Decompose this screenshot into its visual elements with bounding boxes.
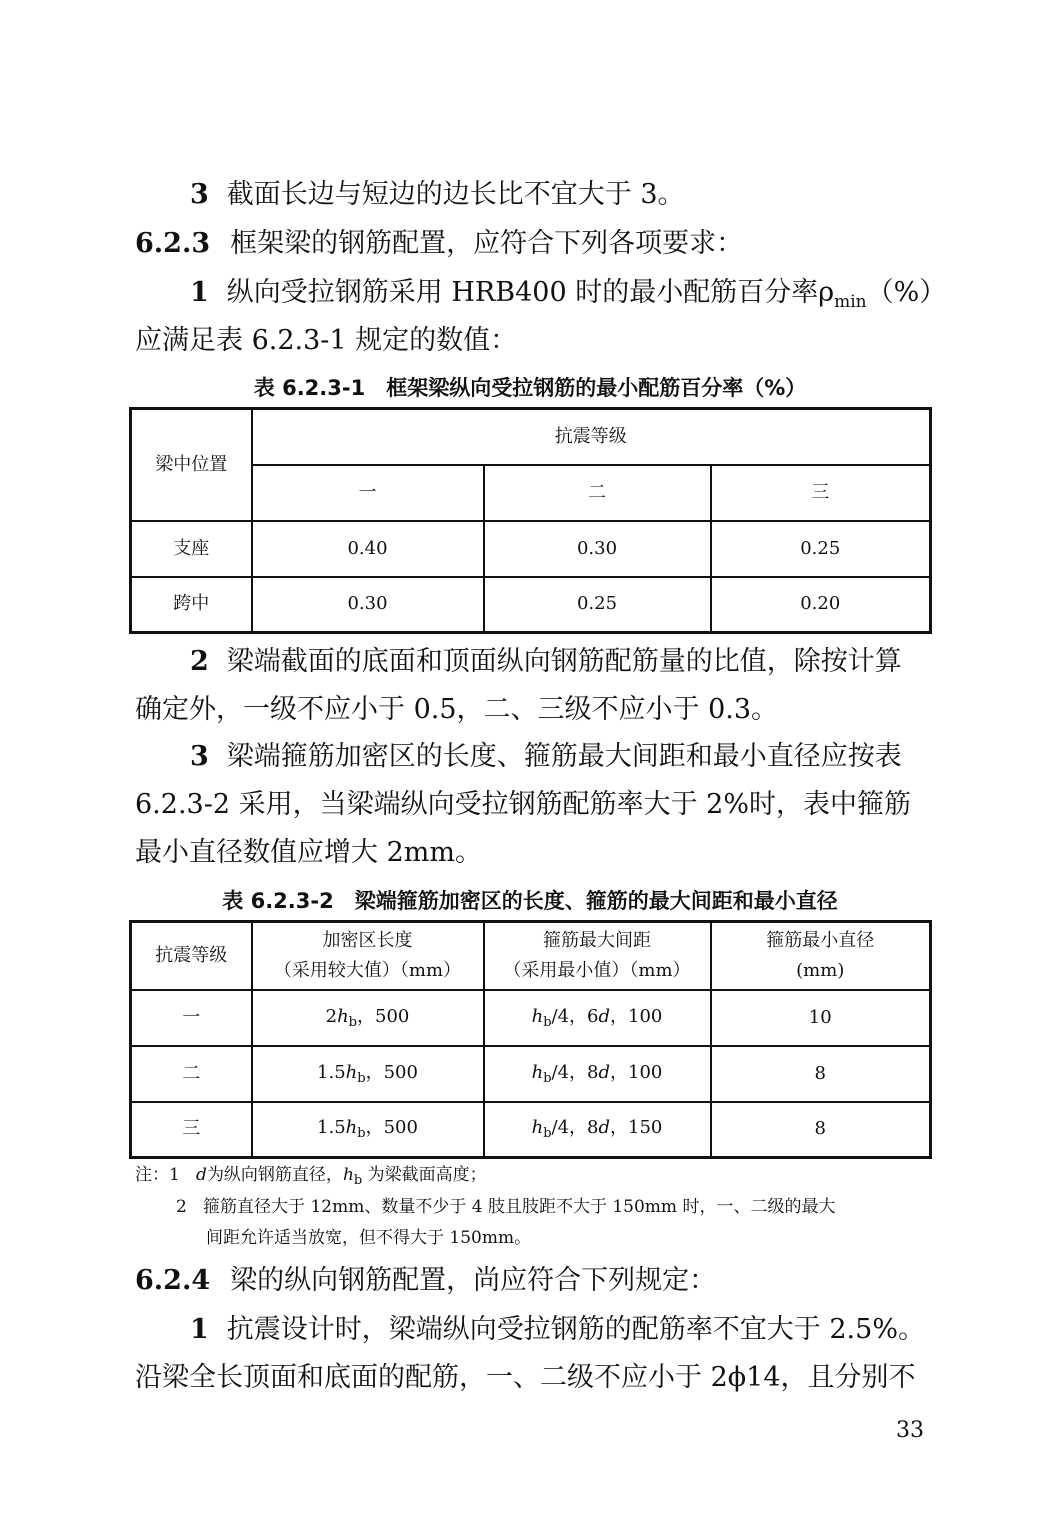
note-1: [135, 1160, 487, 1192]
item-text: 确定外，一级不应小于 0.5，二、三级不应小于 0.3。: [135, 694, 779, 725]
cell-diameter: 10: [711, 990, 931, 1046]
symbol-b: b: [353, 1173, 363, 1188]
value: ，100: [610, 1005, 663, 1027]
symbol-b: b: [357, 1070, 366, 1086]
header-length: [252, 922, 484, 990]
header-text: 箍筋最小直径: [766, 929, 875, 951]
item-text: 6.2.3-2 采用，当梁端纵向受拉钢筋配筋率大于 2%时，表中箍筋: [135, 789, 911, 820]
symbol-h: h: [342, 1165, 354, 1185]
symbol-h: h: [531, 1117, 544, 1139]
clause-6-2-3: [135, 224, 925, 264]
value: ，500: [365, 1117, 418, 1139]
value: ，500: [365, 1061, 418, 1083]
symbol-d: d: [598, 1005, 611, 1027]
value: ，100: [610, 1061, 663, 1083]
value: /4，8: [551, 1061, 599, 1083]
page-number: 33: [896, 1418, 924, 1443]
cell-spacing: [484, 1046, 711, 1102]
header-grade: 抗震等级: [252, 409, 931, 465]
symbol-d: d: [598, 1061, 611, 1083]
paragraph-item-2: [190, 642, 980, 682]
paragraph-624-item-1-cont: [135, 1358, 925, 1398]
value: ，500: [357, 1005, 410, 1027]
note-text: 箍筋直径大于 12mm、数量不少于 4 肢且肢距不大于 150mm 时，一、二级的最大: [203, 1197, 836, 1217]
symbol-h: h: [337, 1005, 349, 1027]
item-number: 2: [190, 646, 209, 677]
table-row: [131, 1046, 931, 1102]
paragraph-item-1-cont: [135, 321, 925, 361]
value: /4，6: [551, 1005, 599, 1027]
symbol-b: b: [543, 1014, 552, 1030]
table-1: [129, 407, 932, 634]
table-row: [131, 577, 931, 633]
table-2-caption: 表 6.2.3-2 梁端箍筋加密区的长度、箍筋的最大间距和最小直径: [222, 889, 838, 913]
coef: 1.5: [317, 1061, 346, 1083]
note-label: 注：1: [135, 1165, 180, 1185]
grade-2: 二: [484, 465, 711, 521]
clause-number: 6.2.4: [135, 1265, 211, 1296]
table-row: [131, 990, 931, 1046]
note-number: 2: [176, 1197, 187, 1217]
row-label: 跨中: [131, 577, 252, 633]
paragraph-item-3b-cont2: [135, 833, 925, 873]
note-text: 间距允许适当放宽，但不得大于 150mm。: [206, 1228, 532, 1248]
cell: 0.40: [252, 521, 484, 577]
cell: 0.25: [711, 521, 931, 577]
cell: 0.20: [711, 577, 931, 633]
item-number: 3: [190, 179, 209, 210]
header-spacing: [484, 922, 711, 990]
header-position: 梁中位置: [131, 409, 252, 521]
header-diameter: [711, 922, 931, 990]
row-label: 支座: [131, 521, 252, 577]
coef: 1.5: [317, 1117, 346, 1139]
clause-number: 6.2.3: [135, 228, 211, 259]
header-text: 箍筋最大间距: [543, 929, 651, 951]
cell: 0.25: [484, 577, 711, 633]
item-text: 梁端截面的底面和顶面纵向钢筋配筋量的比值，除按计算: [226, 646, 902, 677]
item-number: 1: [190, 1314, 209, 1345]
paragraph-item-1: [190, 273, 980, 316]
symbol-b: b: [543, 1126, 552, 1142]
symbol-d: d: [196, 1165, 207, 1185]
note-text: 为梁截面高度；: [367, 1165, 487, 1185]
symbol-h: h: [345, 1061, 358, 1083]
item-text: 纵向受拉钢筋采用 HRB400 时的最小配筋百分率ρ: [226, 277, 835, 308]
cell-diameter: 8: [711, 1046, 931, 1102]
cell-length: [252, 1102, 484, 1158]
symbol-d: d: [598, 1117, 611, 1139]
paragraph-item-3: [190, 175, 980, 215]
value: ，150: [610, 1117, 663, 1139]
cell-length: [252, 990, 484, 1046]
paragraph-item-3b: [190, 737, 980, 777]
value: /4，8: [551, 1117, 599, 1139]
cell-spacing: [484, 990, 711, 1046]
cell: 0.30: [484, 521, 711, 577]
clause-text: 梁的纵向钢筋配置，尚应符合下列规定：: [230, 1265, 717, 1296]
header-text: 抗震等级: [155, 944, 228, 966]
item-number: 1: [190, 277, 209, 308]
note-2: [176, 1192, 835, 1222]
table-row: [131, 1102, 931, 1158]
cell-spacing: [484, 1102, 711, 1158]
paragraph-624-item-1: [190, 1310, 980, 1350]
item-text-unit: （%）: [866, 277, 947, 308]
header-unit: （采用较大值）（mm）: [273, 959, 462, 981]
clause-6-2-4: [135, 1261, 925, 1301]
header-text: 加密区长度: [322, 929, 413, 951]
note-2-cont: [206, 1223, 531, 1253]
symbol-b: b: [543, 1070, 552, 1086]
paragraph-item-3b-cont1: [135, 785, 925, 825]
header-grade: [131, 922, 252, 990]
symbol-b: b: [348, 1014, 357, 1030]
item-text: 沿梁全长顶面和底面的配筋，一、二级不应小于 2ϕ14，且分别不: [135, 1362, 916, 1393]
item-text: 最小直径数值应增大 2mm。: [135, 837, 482, 868]
item-text: 应满足表 6.2.3-1 规定的数值：: [135, 325, 518, 356]
table-2: [129, 920, 932, 1159]
row-grade: 二: [131, 1046, 252, 1102]
symbol-h: h: [531, 1061, 544, 1083]
clause-text: 框架梁的钢筋配置，应符合下列各项要求：: [230, 228, 744, 259]
table-1-caption: 表 6.2.3-1 框架梁纵向受拉钢筋的最小配筋百分率（%）: [253, 376, 807, 400]
row-grade: 一: [131, 990, 252, 1046]
grade-3: 三: [711, 465, 931, 521]
header-unit: （采用最小值）（mm）: [503, 959, 691, 981]
item-text: 抗震设计时，梁端纵向受拉钢筋的配筋率不宜大于 2.5%。: [226, 1314, 925, 1345]
cell: 0.30: [252, 577, 484, 633]
note-text: 为纵向钢筋直径，: [206, 1165, 343, 1185]
item-number: 3: [190, 741, 209, 772]
item-text: 截面长边与短边的边长比不宜大于 3。: [226, 179, 685, 210]
symbol-b: b: [357, 1126, 366, 1142]
symbol-h: h: [345, 1117, 358, 1139]
grade-1: 一: [252, 465, 484, 521]
paragraph-item-2-cont: [135, 690, 925, 730]
table-row: [131, 521, 931, 577]
item-text: 梁端箍筋加密区的长度、箍筋最大间距和最小直径应按表: [226, 741, 902, 772]
rho-subscript: min: [834, 292, 867, 312]
cell-diameter: 8: [711, 1102, 931, 1158]
cell-length: [252, 1046, 484, 1102]
row-grade: 三: [131, 1102, 252, 1158]
coef: 2: [325, 1005, 338, 1027]
symbol-h: h: [531, 1005, 544, 1027]
header-unit: (mm): [796, 959, 845, 981]
